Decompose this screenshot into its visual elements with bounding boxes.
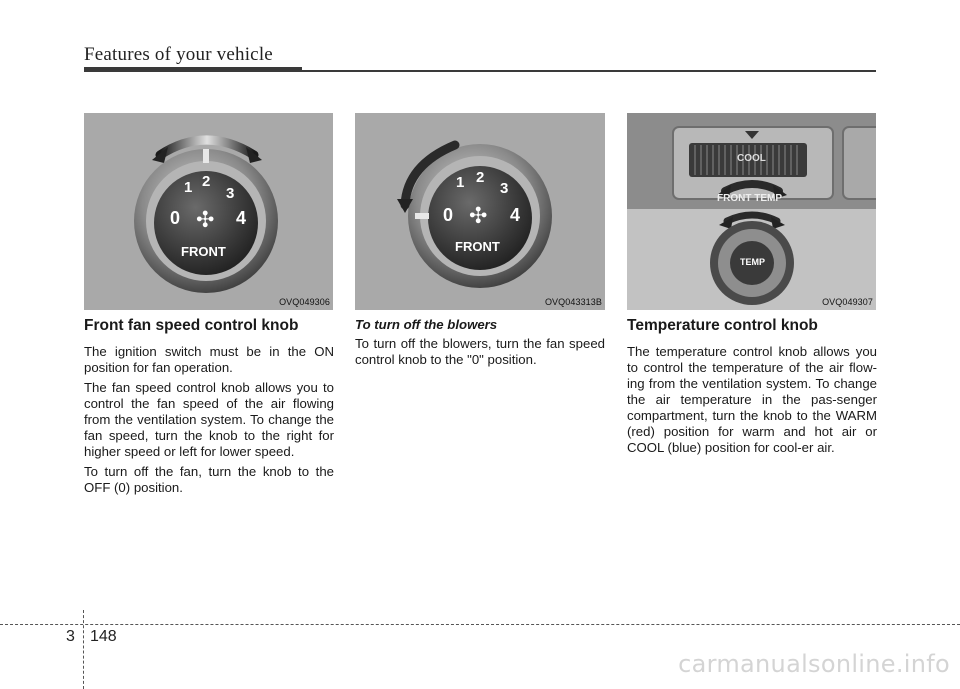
fan-knob-pos-1: 1 — [184, 179, 193, 196]
fan-knob-off-figure — [355, 113, 605, 310]
blowers-off-section — [355, 314, 605, 372]
temp-panel-label: FRONT TEMP — [717, 193, 782, 204]
figure-code: OVQ043313B — [544, 297, 602, 307]
temperature-section — [627, 314, 877, 460]
fan-speed-section — [84, 314, 334, 500]
fan-knob-pos-4: 4 — [510, 205, 521, 225]
section-subheading: To turn off the blowers — [355, 317, 498, 332]
paragraph: The ignition switch must be in the ON position for fan operation. — [84, 344, 334, 375]
footer-divider — [83, 610, 84, 689]
fan-icon: ✣ — [469, 203, 488, 228]
fan-knob-pos-4: 4 — [236, 208, 247, 228]
header-rule-thin — [302, 70, 876, 72]
footer-rule — [0, 624, 960, 625]
fan-knob-pos-3: 3 — [500, 180, 509, 197]
page-header-title: Features of your vehicle — [84, 44, 273, 65]
section-heading: Front fan speed control knob — [84, 317, 299, 334]
watermark: carmanualsonline.info — [678, 650, 950, 678]
paragraph: The temperature control knob allows you to control the temperature of the air flow-ing from the ventilation system. To change the air temperature in the pas-senger compartment, turn the knob to the WARM (red) position for warm and hot air or COOL (blue) position for cool-er air. — [627, 344, 877, 455]
fan-knob-pos-2: 2 — [476, 169, 485, 186]
temp-scale-label: COOL — [737, 153, 766, 164]
fan-knob-pos-1: 1 — [456, 174, 465, 191]
fan-knob-pos-0: 0 — [443, 205, 454, 225]
header-rule-thick — [84, 67, 302, 72]
figure-code: OVQ049306 — [279, 297, 330, 307]
fan-knob-pos-0: 0 — [170, 208, 181, 228]
fan-knob-label: FRONT — [181, 244, 226, 259]
fan-knob-pos-2: 2 — [202, 173, 211, 190]
fan-knob-label: FRONT — [455, 239, 500, 254]
paragraph: To turn off the fan, turn the knob to the OFF (0) position. — [84, 464, 334, 495]
section-heading: Temperature control knob — [627, 317, 818, 334]
fan-knob-figure — [84, 113, 333, 310]
fan-knob-pos-3: 3 — [226, 185, 235, 202]
fan-icon: ✣ — [196, 207, 215, 232]
chapter-number: 3 — [66, 628, 75, 645]
paragraph: The fan speed control knob allows you to control the fan speed of the air flowing from the ventilation system. To change the fan speed, turn the knob to the right for higher speed or left for lower speed. — [84, 380, 334, 459]
paragraph: To turn off the blowers, turn the fan speed control knob to the "0" position. — [355, 336, 605, 367]
temp-knob-figure — [627, 113, 876, 310]
figure-code: OVQ049307 — [822, 297, 873, 307]
temp-knob-label: TEMP — [740, 257, 766, 267]
page-number: 148 — [90, 628, 117, 645]
